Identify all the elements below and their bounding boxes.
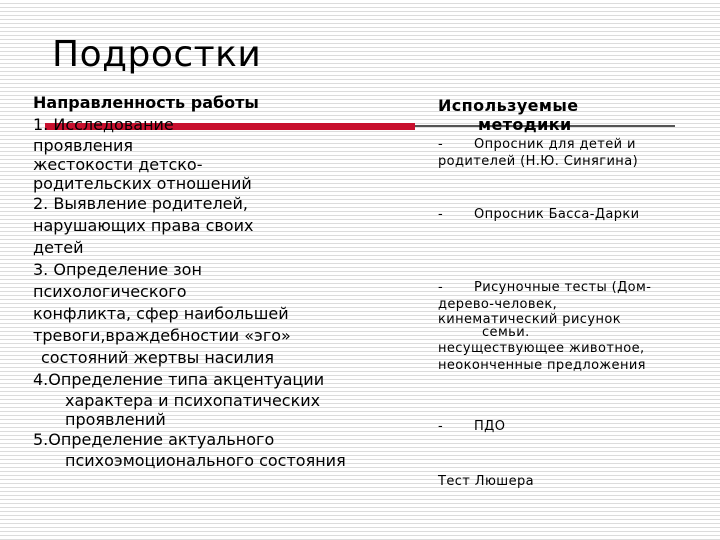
bullet-dash: - [438, 137, 444, 152]
method-text: дерево-человек, [438, 297, 558, 312]
method-text: родителей (Н.Ю. Синягина) [438, 154, 639, 169]
method-text: семьи. [482, 325, 530, 340]
left-column [33, 92, 413, 470]
left-line: 4.Определение типа акцентуации [33, 370, 325, 389]
right-heading-line-2: методики [478, 115, 572, 134]
left-line: состояний жертвы насилия [41, 348, 275, 367]
method-item-3 [438, 279, 708, 374]
method-text: Тест Люшера [438, 474, 535, 489]
method-text: Рисуночные тесты (Дом- [474, 280, 652, 295]
method-text: неоконченные предложения [438, 358, 646, 373]
left-line: конфликта, сфер наибольшей [33, 304, 289, 323]
bullet-dash: - [438, 207, 444, 222]
left-line: жестокости детско- [33, 155, 203, 174]
method-text: Опросник для детей и [474, 137, 636, 152]
left-line: нарушающих права своих [33, 216, 254, 235]
left-line: характера и психопатических [65, 391, 321, 410]
method-item-1 [438, 136, 708, 170]
left-line: психоэмоционального состояния [65, 451, 346, 470]
method-text: Опросник Басса-Дарки [474, 207, 640, 222]
right-heading-line-1: Используемые [438, 96, 579, 115]
method-text: кинематический рисунок [438, 312, 621, 327]
bullet-dash: - [438, 280, 444, 295]
left-line: 1. Исследование [33, 115, 174, 134]
left-line: психологического [33, 282, 187, 301]
left-line: 3. Определение зон [33, 260, 202, 279]
right-heading [438, 96, 708, 134]
left-line: родительских отношений [33, 174, 252, 193]
left-line: детей [33, 238, 84, 257]
left-line: проявления [33, 136, 134, 155]
method-item-5 [438, 473, 708, 490]
bullet-dash: - [438, 419, 444, 434]
left-heading: Направленность работы [33, 93, 259, 112]
right-column [438, 96, 708, 489]
method-item-2 [438, 206, 708, 223]
left-line: тревоги,враждебностии «эго» [33, 326, 291, 345]
method-item-4 [438, 418, 708, 435]
left-line: 2. Выявление родителей, [33, 194, 248, 213]
left-line: проявлений [65, 410, 166, 429]
left-line: 5.Определение актуального [33, 430, 275, 449]
method-text: ПДО [474, 419, 506, 434]
slide-title: Подростки [52, 34, 262, 75]
method-text: несуществующее животное, [438, 341, 645, 356]
